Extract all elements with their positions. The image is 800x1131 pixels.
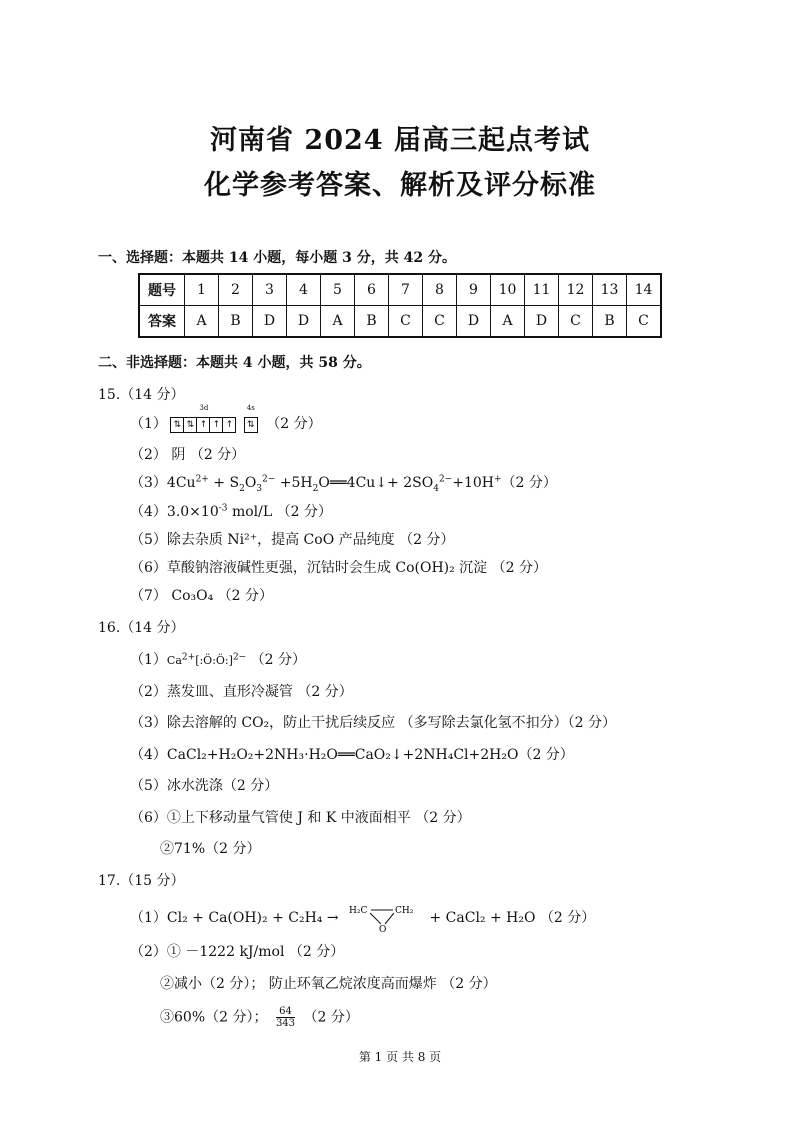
table-cell: 7 (389, 274, 423, 306)
table-cell: B (593, 306, 627, 338)
table-cell: A (321, 306, 355, 338)
q15-answer-5: （5）除去杂质 Ni²⁺，提高 CoO 产品纯度 （2 分） (130, 532, 455, 548)
q15-answer-2: （2） 阴 （2 分） (130, 447, 246, 463)
orbital-diagram-3d: 3d ⇅ ⇅ ↑ ↑ ↑ (171, 415, 236, 433)
table-cell: A (185, 306, 219, 338)
table-cell: D (525, 306, 559, 338)
q17-answer-1: （1）Cl₂ + Ca(OH)₂ + C₂H₄ → H₂C CH₂ O + CaCl₂ + H₂O （2 分） (130, 903, 595, 933)
q16-answer-3: （3）除去溶解的 CO₂，防止干扰后续反应 （多写除去氯化氢不扣分）（2 分） (130, 715, 616, 731)
q15-answer-4: $(4)3.0\times 10^{-3}$ mol/L （2 分） (130, 503, 332, 520)
q15-answer-3: $(3)4Cu^{2+} + S_2O_3^{2-}$ $+5H_2O══4Cu↓+ 2SO_4^{2-}+10H^+(2$ 分） (130, 474, 557, 494)
q16-answer-1: $(1)Ca^{2+}[:Ö:Ö:]^{2-}$ （2 分） (130, 652, 307, 668)
question-17-header: 17.（15 分） (98, 873, 185, 889)
q15-answer-1: （1） 3d ⇅ ⇅ ↑ ↑ ↑ 4s ⇅ （2 分） (130, 404, 322, 432)
table-header-answer: 答案 (139, 306, 185, 338)
table-cell: 8 (423, 274, 457, 306)
electron-dot-formula: $Ca^{2+}[:Ö:Ö:]^{2-}$ (166, 652, 247, 667)
table-cell: C (559, 306, 593, 338)
table-cell: D (287, 306, 321, 338)
page-subtitle: 化学参考答案、解析及评分标准 (204, 170, 596, 201)
table-cell: 12 (559, 274, 593, 306)
table-cell: 11 (525, 274, 559, 306)
q17-answer-2c: ③60%（2 分）； $\frac{64}{343}$ （2 分） (160, 1006, 359, 1029)
page-title: 河南省 2024 届高三起点考试 (210, 125, 590, 156)
svg-text:CH₂: CH₂ (395, 906, 414, 916)
table-row (139, 274, 661, 306)
orbital-diagram-4s: 4s ⇅ (245, 415, 258, 433)
table-cell: C (423, 306, 457, 338)
q17-answer-2b: ②减小（2 分）； 防止环氧乙烷浓度高而爆炸 （2 分） (160, 976, 497, 992)
ethylene-oxide-structure (349, 903, 419, 933)
section-heading-nonchoice: 二、非选择题：本题共 4 小题，共 58 分。 (98, 355, 371, 371)
table-cell: 5 (321, 274, 355, 306)
table-cell: B (355, 306, 389, 338)
table-cell: 13 (593, 274, 627, 306)
table-cell: 14 (627, 274, 662, 306)
q16-answer-6: （6）①上下移动量气管使 J 和 K 中液面相平 （2 分） (130, 810, 471, 826)
section-heading-choice: 一、选择题：本题共 14 小题，每小题 3 分，共 42 分。 (98, 250, 456, 266)
q16-answer-5: （5）冰水洗涤（2 分） (130, 778, 279, 794)
table-cell: 9 (457, 274, 491, 306)
table-cell: C (627, 306, 662, 338)
q15-answer-7: （7） Co₃O₄ （2 分） (130, 588, 274, 604)
table-cell: 2 (219, 274, 253, 306)
q16-answer-4: （4）CaCl₂+H₂O₂+2NH₃·H₂O══CaO₂↓+2NH₄Cl+2H₂O（2 分） (130, 747, 574, 763)
answer-table (138, 273, 662, 338)
equation: $4Cu^{2+} + S_2O_3^{2-}$ $+5H_2O══4Cu↓+ 2SO_4^{2-}+10H^+$ (166, 474, 502, 494)
q17-answer-2: （2）① －1222 kJ/mol （2 分） (130, 944, 345, 960)
page-footer: 第 1 页 共 8 页 (358, 1050, 442, 1064)
q16-answer-2: （2）蒸发皿、直形冷凝管 （2 分） (130, 684, 353, 700)
table-cell: A (491, 306, 525, 338)
table-cell: D (457, 306, 491, 338)
question-15-header: 15.（14 分） (98, 387, 185, 403)
table-header-number: 题号 (139, 274, 185, 306)
q15-answer-6: （6）草酸钠溶液碱性更强，沉钴时会生成 Co(OH)₂ 沉淀 （2 分） (130, 560, 547, 576)
svg-text:O: O (379, 925, 387, 933)
table-row (139, 306, 661, 338)
question-16-header: 16.（14 分） (98, 620, 185, 636)
q16-answer-6b: ②71%（2 分） (160, 841, 261, 857)
table-cell: C (389, 306, 423, 338)
table-cell: B (219, 306, 253, 338)
fraction: $\frac{64}{343}$ (275, 1006, 296, 1029)
table-cell: 6 (355, 274, 389, 306)
table-cell: 4 (287, 274, 321, 306)
table-cell: 10 (491, 274, 525, 306)
table-cell: 1 (185, 274, 219, 306)
svg-text:H₂C: H₂C (349, 906, 368, 916)
table-cell: D (253, 306, 287, 338)
table-cell: 3 (253, 274, 287, 306)
